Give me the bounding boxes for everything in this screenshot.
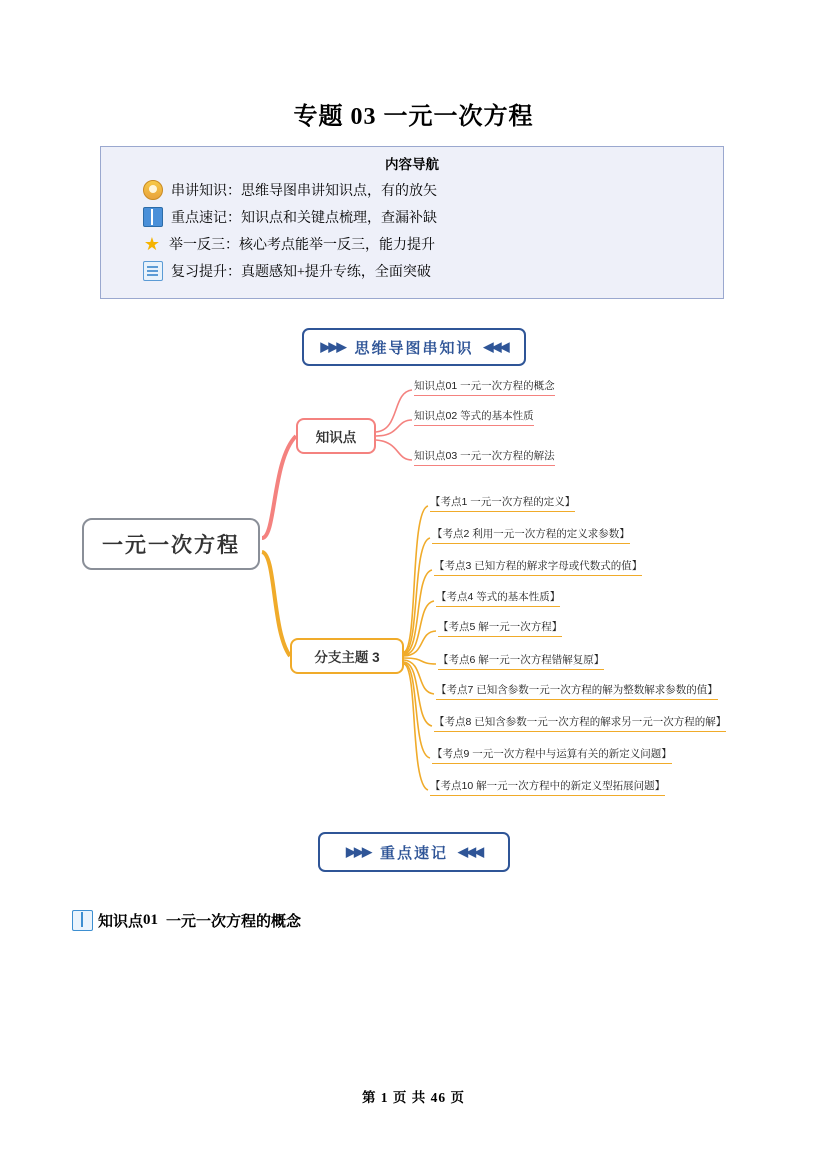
star-icon: ★ <box>143 234 161 254</box>
note-icon <box>143 261 163 281</box>
arrows-left-icon: ◀◀◀ <box>458 844 482 859</box>
mindmap-leaf-topic-5: 【考点5 解一元一次方程】 <box>438 619 562 637</box>
banner-mindmap-label: 思维导图串知识 <box>354 339 474 357</box>
mindmap-leaf-knowledge-3: 知识点03 一元一次方程的解法 <box>414 448 555 466</box>
page-footer: 第 1 页 共 46 页 <box>361 1090 466 1105</box>
mindmap-leaf-topic-8: 【考点8 已知含参数一元一次方程的解求另一元一次方程的解】 <box>434 714 726 732</box>
nav-item-label: 举一反三：核心考点能举一反三，能力提升 <box>169 238 435 253</box>
nav-item-label: 复习提升：真题感知+提升专练，全面突破 <box>171 265 431 280</box>
arrows-right-icon: ▶▶▶ <box>320 339 345 354</box>
banner-keypoints <box>318 832 510 872</box>
section-heading-number: 01 <box>143 912 159 928</box>
mindmap-leaf-topic-4: 【考点4 等式的基本性质】 <box>436 589 560 607</box>
book-icon <box>72 910 93 931</box>
page-title: 专题 03 一元一次方程 <box>293 104 534 130</box>
arrows-left-icon: ◀◀◀ <box>483 339 508 354</box>
banner-keypoints-label: 重点速记 <box>379 844 448 862</box>
mindmap-leaf-topic-3: 【考点3 已知方程的解求字母或代数式的值】 <box>434 558 642 576</box>
nav-item-0 <box>143 180 723 200</box>
mindmap-leaf-topic-6: 【考点6 解一元一次方程错解复原】 <box>438 652 604 670</box>
nav-item-label: 重点速记：知识点和关键点梳理，查漏补缺 <box>171 211 437 226</box>
mindmap-leaf-topic-7: 【考点7 已知含参数一元一次方程的解为整数解求参数的值】 <box>436 682 718 700</box>
nav-item-2 <box>143 234 723 254</box>
content-navigation-box <box>100 146 724 299</box>
mindmap-leaf-topic-9: 【考点9 一元一次方程中与运算有关的新定义问题】 <box>432 746 672 764</box>
book-icon <box>143 207 163 227</box>
mindmap-leaf-topic-1: 【考点1 一元一次方程的定义】 <box>430 494 575 512</box>
mindmap <box>0 370 827 830</box>
nav-item-3 <box>143 261 723 281</box>
nav-item-1 <box>143 207 723 227</box>
mindmap-leaf-topic-2: 【考点2 利用一元一次方程的定义求参数】 <box>432 526 630 544</box>
banner-mindmap <box>302 328 526 366</box>
mindmap-leaf-knowledge-2: 知识点02 等式的基本性质 <box>414 408 534 426</box>
mindmap-leaf-topic-10: 【考点10 解一元一次方程中的新定义型拓展问题】 <box>430 778 665 796</box>
section-heading-label: 知识点 <box>98 914 144 930</box>
arrows-right-icon: ▶▶▶ <box>345 844 370 859</box>
nav-item-label: 串讲知识：思维导图串讲知识点，有的放矢 <box>171 184 437 199</box>
medal-icon <box>143 180 163 200</box>
section-heading <box>72 910 301 931</box>
mindmap-connectors <box>0 370 827 830</box>
content-navigation-title: 内容导航 <box>385 157 439 172</box>
mindmap-branch-knowledge: 知识点 <box>296 418 376 454</box>
section-heading-text: 一元一次方程的概念 <box>166 914 302 930</box>
mindmap-root-node: 一元一次方程 <box>82 518 260 570</box>
mindmap-branch-topic3: 分支主题 3 <box>290 638 404 674</box>
mindmap-leaf-knowledge-1: 知识点01 一元一次方程的概念 <box>414 378 555 396</box>
